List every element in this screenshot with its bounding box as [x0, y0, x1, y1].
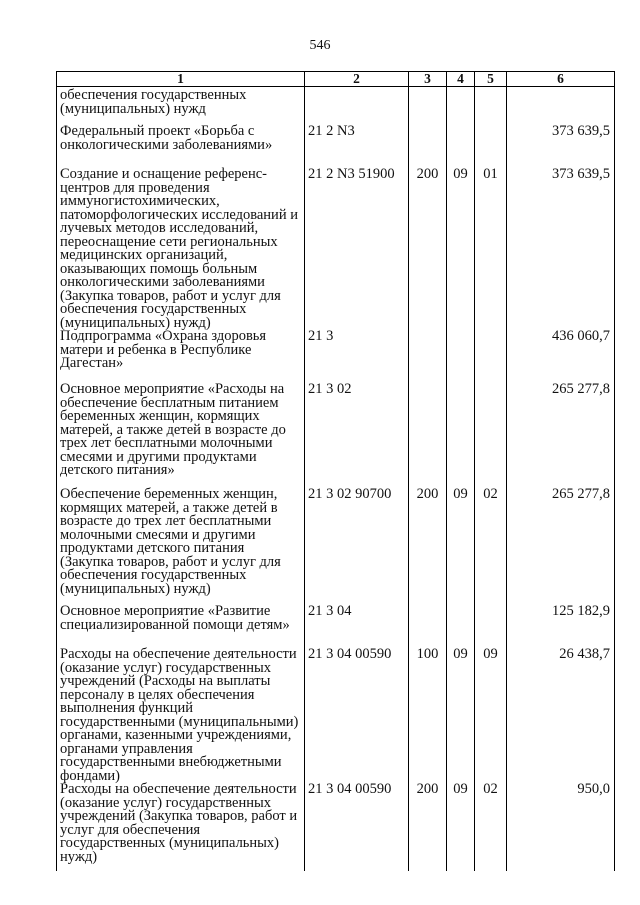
row-col-3	[409, 330, 447, 383]
header-col-4: 4	[447, 72, 475, 87]
row-description: обеспечения государственных (муниципальных) нужд	[57, 87, 305, 126]
row-description: Расходы на обеспечение деятельности (оказание услуг) государственных учреждений (Закупка товаров, работ и услуг для обеспечения государственных (муниципальных) нужд)	[57, 783, 305, 871]
row-code	[305, 87, 409, 126]
header-col-6: 6	[507, 72, 615, 87]
row-code: 21 3 04	[305, 605, 409, 648]
row-col-5	[475, 125, 507, 168]
table-row	[57, 87, 615, 126]
table-row	[57, 330, 615, 383]
table-row	[57, 783, 615, 871]
row-amount: 125 182,9	[507, 605, 615, 648]
row-col-3: 200	[409, 168, 447, 330]
row-description: Федеральный проект «Борьба с онкологическими заболеваниями»	[57, 125, 305, 168]
row-col-3	[409, 383, 447, 488]
row-code: 21 3 02 90700	[305, 488, 409, 605]
row-amount: 436 060,7	[507, 330, 615, 383]
row-col-3: 200	[409, 783, 447, 871]
row-description: Обеспечение беременных женщин, кормящих матерей, а также детей в возрасте до трех лет бесплатными молочными смесями и другими продуктами детского питания (Закупка товаров, работ и услуг для обеспечения государственных (муниципальных) нужд)	[57, 488, 305, 605]
row-col-5: 09	[475, 648, 507, 783]
row-col-5: 01	[475, 168, 507, 330]
row-amount: 265 277,8	[507, 383, 615, 488]
table-row	[57, 648, 615, 783]
row-description: Основное мероприятие «Расходы на обеспечение бесплатным питанием беременных женщин, кормящих матерей, а также детей в возрасте до трех лет бесплатными молочными смесями и другими продуктами детского питания»	[57, 383, 305, 488]
row-col-4	[447, 383, 475, 488]
row-col-3	[409, 605, 447, 648]
header-col-1: 1	[57, 72, 305, 87]
row-col-4: 09	[447, 783, 475, 871]
table-row	[57, 383, 615, 488]
header-row	[57, 72, 615, 87]
table-row	[57, 168, 615, 330]
row-col-5	[475, 605, 507, 648]
row-col-5: 02	[475, 488, 507, 605]
budget-table	[56, 71, 615, 871]
row-col-3: 200	[409, 488, 447, 605]
row-col-4: 09	[447, 488, 475, 605]
table-row	[57, 605, 615, 648]
row-col-5	[475, 383, 507, 488]
row-col-4	[447, 125, 475, 168]
row-col-4	[447, 605, 475, 648]
row-amount: 950,0	[507, 783, 615, 871]
row-amount: 373 639,5	[507, 168, 615, 330]
row-col-4: 09	[447, 168, 475, 330]
row-amount	[507, 87, 615, 126]
row-code: 21 2 N3	[305, 125, 409, 168]
row-code: 21 3 04 00590	[305, 783, 409, 871]
row-code: 21 3 02	[305, 383, 409, 488]
row-amount: 26 438,7	[507, 648, 615, 783]
row-col-3	[409, 125, 447, 168]
row-col-4	[447, 330, 475, 383]
row-amount: 265 277,8	[507, 488, 615, 605]
row-description: Расходы на обеспечение деятельности (оказание услуг) государственных учреждений (Расходы на выплаты персоналу в целях обеспечения выполнения функций государственными (муниципальными) органами, казенными учреждениями, органами управления государственными внебюджетными фондами)	[57, 648, 305, 783]
row-col-4: 09	[447, 648, 475, 783]
row-description: Создание и оснащение референс-центров для проведения иммуногистохимических, патоморфологических исследований и лучевых методов исследований, переоснащение сети региональных медицинских организаций, оказывающих помощь больным онкологическими заболеваниями (Закупка товаров, работ и услуг для обеспечения государственных (муниципальных) нужд)	[57, 168, 305, 330]
header-col-2: 2	[305, 72, 409, 87]
table-row	[57, 125, 615, 168]
row-col-4	[447, 87, 475, 126]
row-col-3	[409, 87, 447, 126]
row-col-3: 100	[409, 648, 447, 783]
row-col-5	[475, 87, 507, 126]
row-code: 21 3	[305, 330, 409, 383]
row-description: Подпрограмма «Охрана здоровья матери и ребенка в Республике Дагестан»	[57, 330, 305, 383]
row-description: Основное мероприятие «Развитие специализированной помощи детям»	[57, 605, 305, 648]
header-col-5: 5	[475, 72, 507, 87]
page-number: 546	[309, 38, 331, 53]
row-code: 21 3 04 00590	[305, 648, 409, 783]
row-code: 21 2 N3 51900	[305, 168, 409, 330]
header-col-3: 3	[409, 72, 447, 87]
row-col-5	[475, 330, 507, 383]
table-row	[57, 488, 615, 605]
row-col-5: 02	[475, 783, 507, 871]
row-amount: 373 639,5	[507, 125, 615, 168]
